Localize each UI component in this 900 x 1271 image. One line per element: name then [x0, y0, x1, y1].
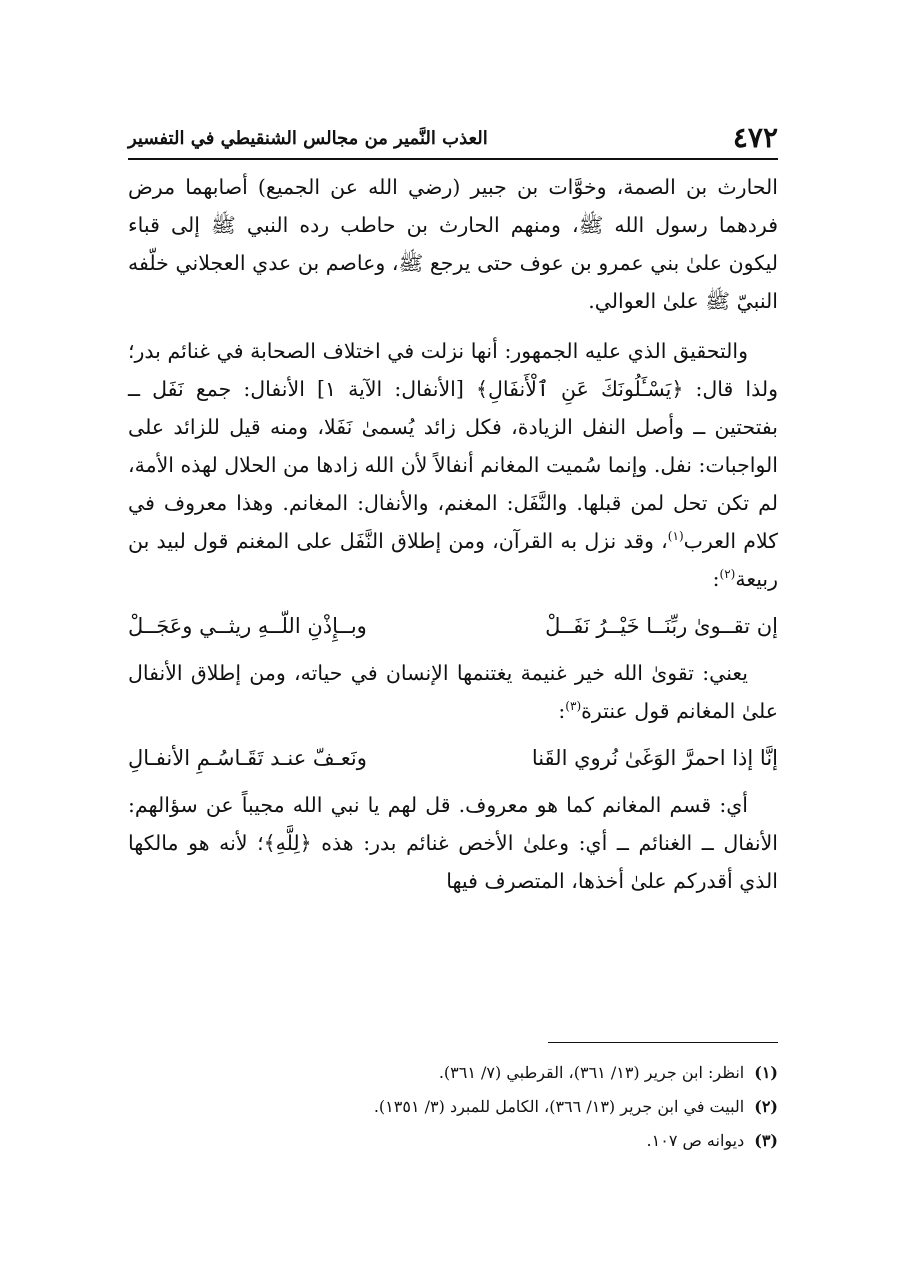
verse-first-hemistich: إنَّا إذا احمرَّ الوَغَىٰ نُروي القَنا [531, 746, 778, 770]
footnote-divider [548, 1042, 778, 1043]
poem-verse [128, 738, 778, 778]
footnote-item [128, 1124, 778, 1158]
paragraph-text: يعني: تقوىٰ الله خير غنيمة يغتنمها الإنسان في حياته، ومن إطلاق الأنفال علىٰ المغانم قول عنترة [128, 661, 778, 723]
footnote-ref: (١) [667, 529, 684, 544]
footnote-text: البيت في ابن جرير (١٣/ ٣٦٦)، الكامل للمبرد (٣/ ١٣٥١). [373, 1097, 745, 1116]
paragraph-text: : [712, 567, 720, 591]
paragraph-verse-explanation [128, 654, 778, 730]
body-text [128, 168, 778, 900]
footnote-ref: (٣) [565, 699, 582, 714]
running-title: العذب النَّمير من مجالس الشنقيطي في التفسير [128, 128, 488, 149]
paragraph-text: : [558, 699, 566, 723]
paragraph-anfal-definition [128, 332, 778, 598]
footnote-number: (٣) [754, 1131, 778, 1150]
paragraph-text: ، وقد نزل به القرآن، ومن إطلاق النَّفَل على المغنم قول لبيد بن ربيعة [128, 529, 778, 591]
paragraph-text: والتحقيق الذي عليه الجمهور: أنها نزلت في اختلاف الصحابة في غنائم بدر؛ ولذا قال: ﴿يَسْـَٔلُونَكَ عَنِ ٱلْأَنفَالِ﴾ [الأنفال: الآية ١] الأنفال: جمع نَفَل ــ بفتحتين ــ وأصل النفل الزيادة، فكل زائد يُسمىٰ نَفَلا، ومنه قيل للزائد على الواجبات: نفل. وإنما سُميت المغانم أنفالاً لأن الله زادها من الحلال لهذه الأمة، لم تكن تحل لمن قبلها. والنَّفَل: المغنم، والأنفال: المغانم. وهذا معروف في كلام العرب [128, 339, 779, 553]
page-header [128, 98, 778, 160]
verse-second-hemistich: ونَعـفّ عنـد تَقَـاسُـمِ الأنفـالِ [128, 746, 367, 770]
footnote-text: ديوانه ص ١٠٧. [646, 1131, 745, 1150]
paragraph-absent-companions: الحارث بن الصمة، وخوَّات بن جبير (رضي الله عن الجميع) أصابهما مرض فردهما رسول الله ﷺ، ومنهم الحارث بن حاطب رده النبي ﷺ إلى قباء ليكون علىٰ بني عمرو بن عوف حتى يرجع ﷺ، وعاصم بن عدي العجلاني خلّفه النبيّ ﷺ علىٰ العوالي. [128, 175, 778, 313]
footnotes [128, 1056, 778, 1158]
footnote-item [128, 1056, 778, 1090]
footnote-item [128, 1090, 778, 1124]
footnote-number: (١) [754, 1063, 778, 1082]
verse-second-hemistich: وبــإِذْنِ اللّــهِ ريثــي وعَجَــلْ [128, 614, 367, 638]
page-number: ٤٧٢ [732, 121, 778, 154]
footnote-text: انظر: ابن جرير (١٣/ ٣٦١)، القرطبي (٧/ ٣٦١). [438, 1063, 745, 1082]
book-page [128, 98, 778, 1198]
verse-first-hemistich: إن تقــوىٰ ربِّنَــا خَيْــرُ نَفَــلْ [545, 614, 778, 638]
footnote-number: (٢) [754, 1097, 778, 1116]
paragraph-division-of-spoils: أي: قسم المغانم كما هو معروف. قل لهم يا نبي الله مجيباً عن سؤالهم: الأنفال ــ الغنائم ــ أي: وعلىٰ الأخص غنائم بدر: هذه ﴿لِلَّهِ﴾؛ لأنه هو مالكها الذي أقدركم علىٰ أخذها، المتصرف فيها [128, 793, 778, 893]
footnote-ref: (٢) [719, 567, 736, 582]
poem-verse [128, 606, 778, 646]
